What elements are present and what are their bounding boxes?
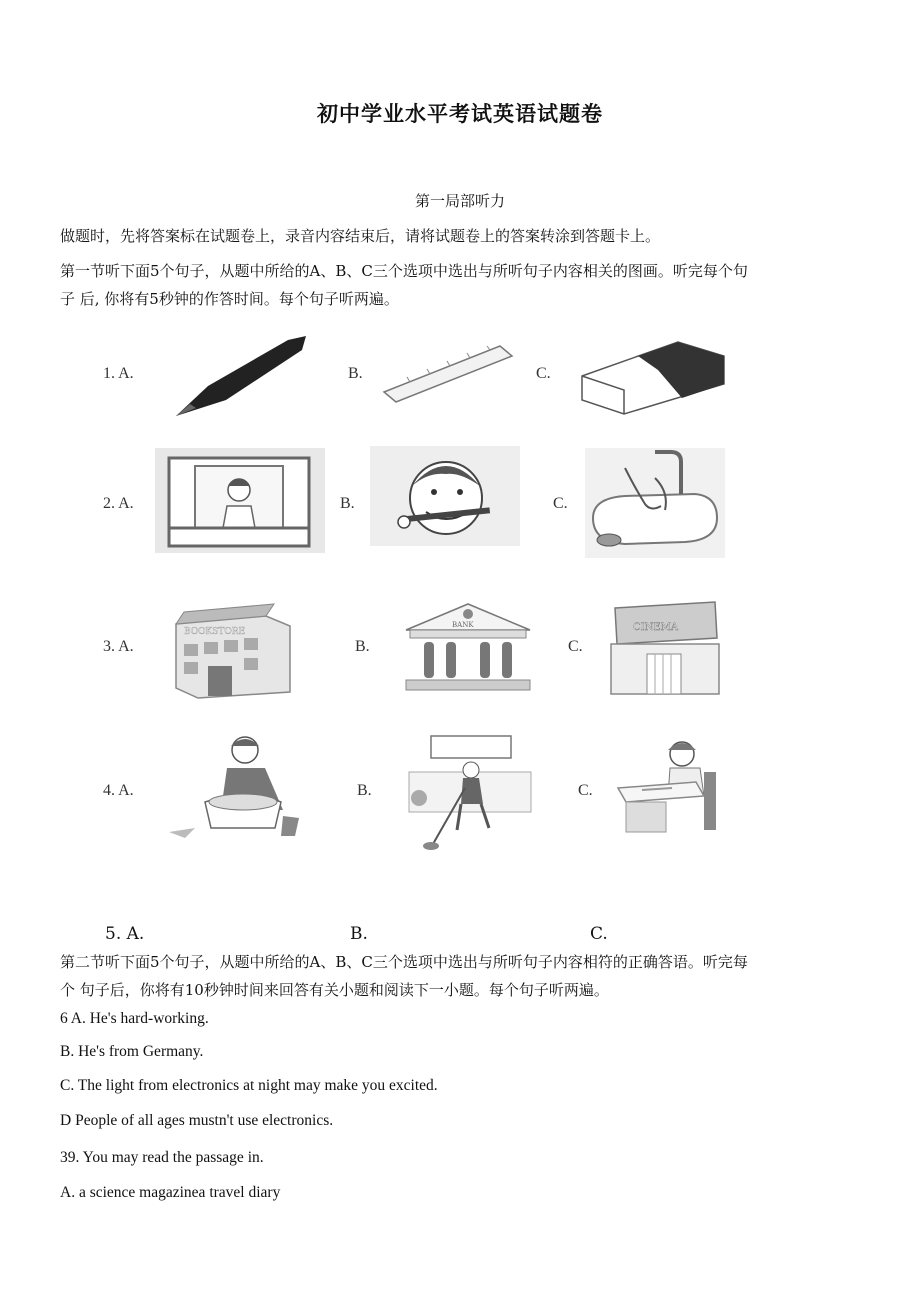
answer-line-6b: B. He's from Germany. [60,1043,204,1060]
section1-line1: 第一节听下面5个句子，从题中所给的A、B、C三个选项中选出与所听句子内容相关的图画。听完每个句 [60,262,748,280]
bookstore-sign: BOOKSTORE [184,627,246,637]
row3-label-a: 3. A. [103,638,134,655]
row1-label-a: 1. A. [103,365,134,382]
pen-icon [168,334,308,420]
row2-label-b: B. [340,495,355,512]
row2-label-c: C. [553,495,568,512]
page-title: 初中学业水平考试英语试题卷 [317,101,603,126]
cinema-icon [605,598,725,698]
answer-line-6d: D People of all ages mustn't use electronics. [60,1112,334,1129]
answer-line-6a: 6 A. He's hard-working. [60,1010,209,1027]
part-heading: 第一局部听力 [414,192,505,210]
q5-label-b: B. [350,924,368,944]
section1-instruction [60,257,860,313]
row4-label-b: B. [357,782,372,799]
bank-sign: BANK [452,621,474,629]
row3-label-b: B. [355,638,370,655]
section2-line1: 第二节听下面5个句子，从题中所给的A、B、C三个选项中选出与所听句子内容相符的正确答语。听完每 [60,953,748,971]
row4-label-a: 4. A. [103,782,134,799]
answer-line-39a: A. a science magazinea travel diary [60,1184,281,1201]
section2-instruction [60,948,860,1004]
ruler-icon [380,342,515,404]
section2-line2: 个 句子后，你将有10秒钟时间来回答有关小题和阅读下一小题。每个句子听两遍。 [60,981,609,999]
answer-line-6c: C. The light from electronics at night may make you excited. [60,1077,438,1094]
bank-icon [400,600,535,695]
desk-study-icon [612,738,722,838]
row1-label-c: C. [536,365,551,382]
window-boy-icon [155,448,325,553]
question-39: 39. You may read the passage in. [60,1149,264,1166]
row3-label-c: C. [568,638,583,655]
section1-line2: 子 后, 你将有5秒钟的作答时间。每个句子听两遍。 [60,290,399,308]
bookstore-icon [170,600,295,700]
brushing-teeth-icon [370,446,520,546]
q5-label-a: 5. A. [105,924,145,944]
instruction-text: 做题时，先将答案标在试题卷上，录音内容结束后，请将试题卷上的答案转涂到答题卡上。 [60,227,661,245]
row1-label-b: B. [348,365,363,382]
q5-label-c: C. [590,924,608,944]
washing-hands-icon [585,448,725,558]
cinema-sign: CINEMA [633,622,679,633]
row2-label-a: 2. A. [103,495,134,512]
washing-clothes-icon [165,732,305,842]
mopping-icon [405,732,535,852]
eraser-icon [578,336,728,416]
row4-label-c: C. [578,782,593,799]
